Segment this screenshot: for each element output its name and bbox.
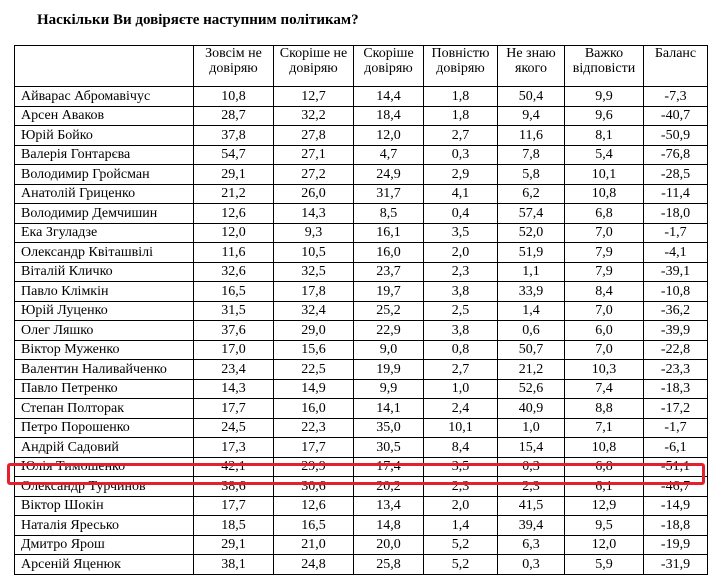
value-cell: 0,3 xyxy=(498,555,565,575)
value-cell: 9,4 xyxy=(498,106,565,126)
value-cell: 0,4 xyxy=(424,204,498,224)
politician-name: Юрій Луценко xyxy=(15,301,194,321)
politician-name: Павло Клімкін xyxy=(15,282,194,302)
value-cell: 5,2 xyxy=(424,555,498,575)
politician-name: Айварас Абромавічус xyxy=(15,87,194,107)
value-cell: 10,1 xyxy=(424,418,498,438)
value-cell: 28,7 xyxy=(194,106,274,126)
table-row xyxy=(15,457,708,477)
value-cell: 9,6 xyxy=(565,106,644,126)
value-cell: -18,8 xyxy=(644,516,708,536)
value-cell: 8,4 xyxy=(565,282,644,302)
value-cell: 17,7 xyxy=(274,438,354,458)
value-cell: 32,5 xyxy=(274,262,354,282)
value-cell: 12,9 xyxy=(565,496,644,516)
value-cell: 14,3 xyxy=(274,204,354,224)
value-cell: 10,8 xyxy=(565,438,644,458)
value-cell: 2,0 xyxy=(424,243,498,263)
value-cell: 27,8 xyxy=(274,126,354,146)
value-cell: 7,9 xyxy=(565,243,644,263)
value-cell: 32,4 xyxy=(274,301,354,321)
value-cell: 33,9 xyxy=(498,282,565,302)
table-row xyxy=(15,106,708,126)
value-cell: 19,7 xyxy=(354,282,424,302)
value-cell: -31,9 xyxy=(644,555,708,575)
value-cell: 8,8 xyxy=(565,399,644,419)
value-cell: -51,1 xyxy=(644,457,708,477)
value-cell: -18,3 xyxy=(644,379,708,399)
value-cell: 9,5 xyxy=(565,516,644,536)
value-cell: 2,0 xyxy=(424,496,498,516)
value-cell: 9,9 xyxy=(565,87,644,107)
politician-name: Володимир Гройсман xyxy=(15,165,194,185)
value-cell: -4,1 xyxy=(644,243,708,263)
politician-name: Віктор Муженко xyxy=(15,340,194,360)
politician-name: Павло Петренко xyxy=(15,379,194,399)
politician-name: Олег Ляшко xyxy=(15,321,194,341)
table-row xyxy=(15,555,708,575)
value-cell: 52,6 xyxy=(498,379,565,399)
value-cell: 35,0 xyxy=(354,418,424,438)
table-row xyxy=(15,301,708,321)
value-cell: 31,7 xyxy=(354,184,424,204)
value-cell: 1,1 xyxy=(498,262,565,282)
value-cell: -39,1 xyxy=(644,262,708,282)
table-row xyxy=(15,165,708,185)
value-cell: 24,5 xyxy=(194,418,274,438)
value-cell: 3,5 xyxy=(424,457,498,477)
trust-table xyxy=(14,45,708,575)
value-cell: 1,8 xyxy=(424,106,498,126)
politician-name: Юрій Бойко xyxy=(15,126,194,146)
value-cell: 2,3 xyxy=(424,477,498,497)
value-cell: 29,1 xyxy=(194,535,274,555)
table-row xyxy=(15,379,708,399)
value-cell: 14,1 xyxy=(354,399,424,419)
politician-name: Валентин Наливайченко xyxy=(15,360,194,380)
politician-name: Арсеній Яценюк xyxy=(15,555,194,575)
value-cell: 23,4 xyxy=(194,360,274,380)
value-cell: 6,2 xyxy=(498,184,565,204)
table-row xyxy=(15,126,708,146)
value-cell: 12,6 xyxy=(274,496,354,516)
value-cell: 2,3 xyxy=(498,477,565,497)
politician-name: Валерія Гонтарєва xyxy=(15,145,194,165)
column-header: Важко відповісти xyxy=(565,46,644,87)
value-cell: 21,2 xyxy=(194,184,274,204)
value-cell: 23,7 xyxy=(354,262,424,282)
value-cell: 2,3 xyxy=(424,262,498,282)
value-cell: 24,8 xyxy=(274,555,354,575)
value-cell: 41,5 xyxy=(498,496,565,516)
value-cell: 6,8 xyxy=(565,204,644,224)
value-cell: 7,1 xyxy=(565,418,644,438)
politician-name: Андрій Садовий xyxy=(15,438,194,458)
value-cell: 1,4 xyxy=(498,301,565,321)
value-cell: 14,4 xyxy=(354,87,424,107)
value-cell: 16,5 xyxy=(274,516,354,536)
value-cell: 9,3 xyxy=(274,223,354,243)
table-row xyxy=(15,87,708,107)
value-cell: 38,1 xyxy=(194,555,274,575)
politician-name: Арсен Аваков xyxy=(15,106,194,126)
value-cell: 16,0 xyxy=(354,243,424,263)
table-row xyxy=(15,223,708,243)
value-cell: 7,4 xyxy=(565,379,644,399)
value-cell: 37,8 xyxy=(194,126,274,146)
value-cell: 21,2 xyxy=(498,360,565,380)
table-row xyxy=(15,418,708,438)
value-cell: 0,8 xyxy=(424,340,498,360)
table-row xyxy=(15,496,708,516)
value-cell: 5,9 xyxy=(565,555,644,575)
value-cell: 38,6 xyxy=(194,477,274,497)
value-cell: 32,2 xyxy=(274,106,354,126)
value-cell: 18,5 xyxy=(194,516,274,536)
politician-name: Степан Полторак xyxy=(15,399,194,419)
value-cell: -46,7 xyxy=(644,477,708,497)
value-cell: 8,4 xyxy=(424,438,498,458)
politician-name: Анатолій Гриценко xyxy=(15,184,194,204)
value-cell: 10,3 xyxy=(565,360,644,380)
value-cell: 3,8 xyxy=(424,321,498,341)
value-cell: 52,0 xyxy=(498,223,565,243)
value-cell: 15,6 xyxy=(274,340,354,360)
column-header: Скоріше не довіряю xyxy=(274,46,354,87)
value-cell: 20,0 xyxy=(354,535,424,555)
value-cell: 2,4 xyxy=(424,399,498,419)
column-header: Зовсім не довіряю xyxy=(194,46,274,87)
value-cell: 5,2 xyxy=(424,535,498,555)
politician-name: Віталій Кличко xyxy=(15,262,194,282)
table-header-row xyxy=(15,46,708,87)
value-cell: -19,9 xyxy=(644,535,708,555)
value-cell: 20,2 xyxy=(354,477,424,497)
table-row xyxy=(15,204,708,224)
value-cell: 25,8 xyxy=(354,555,424,575)
value-cell: 9,0 xyxy=(354,340,424,360)
value-cell: 27,1 xyxy=(274,145,354,165)
politician-name: Петро Порошенко xyxy=(15,418,194,438)
table-row xyxy=(15,243,708,263)
value-cell: -1,7 xyxy=(644,223,708,243)
value-cell: -6,1 xyxy=(644,438,708,458)
value-cell: 51,9 xyxy=(498,243,565,263)
value-cell: 57,4 xyxy=(498,204,565,224)
value-cell: 7,0 xyxy=(565,340,644,360)
value-cell: 8,1 xyxy=(565,126,644,146)
value-cell: 1,0 xyxy=(498,418,565,438)
value-cell: 9,9 xyxy=(354,379,424,399)
value-cell: 50,7 xyxy=(498,340,565,360)
politician-name: Юлія Тимошенко xyxy=(15,457,194,477)
value-cell: 0,6 xyxy=(498,321,565,341)
value-cell: -23,3 xyxy=(644,360,708,380)
value-cell: 3,5 xyxy=(424,223,498,243)
value-cell: 29,1 xyxy=(194,165,274,185)
value-cell: 5,4 xyxy=(565,145,644,165)
value-cell: -76,8 xyxy=(644,145,708,165)
value-cell: 31,5 xyxy=(194,301,274,321)
value-cell: 42,1 xyxy=(194,457,274,477)
value-cell: 6,1 xyxy=(565,477,644,497)
value-cell: -1,7 xyxy=(644,418,708,438)
value-cell: 16,1 xyxy=(354,223,424,243)
value-cell: 54,7 xyxy=(194,145,274,165)
value-cell: 10,5 xyxy=(274,243,354,263)
politician-name: Дмитро Ярош xyxy=(15,535,194,555)
value-cell: 1,0 xyxy=(424,379,498,399)
value-cell: 32,6 xyxy=(194,262,274,282)
value-cell: 17,7 xyxy=(194,496,274,516)
column-header: Повністю довіряю xyxy=(424,46,498,87)
value-cell: -14,9 xyxy=(644,496,708,516)
table-row xyxy=(15,184,708,204)
column-header: Баланс xyxy=(644,46,708,87)
value-cell: 17,0 xyxy=(194,340,274,360)
table-row xyxy=(15,535,708,555)
table-row xyxy=(15,516,708,536)
value-cell: 19,9 xyxy=(354,360,424,380)
table-row xyxy=(15,262,708,282)
value-cell: -10,8 xyxy=(644,282,708,302)
table-body xyxy=(15,87,708,575)
value-cell: 30,6 xyxy=(274,477,354,497)
value-cell: 17,3 xyxy=(194,438,274,458)
value-cell: 50,4 xyxy=(498,87,565,107)
table-row xyxy=(15,321,708,341)
value-cell: 22,5 xyxy=(274,360,354,380)
table-row xyxy=(15,340,708,360)
value-cell: 26,0 xyxy=(274,184,354,204)
column-header: Не знаю якого xyxy=(498,46,565,87)
value-cell: 4,7 xyxy=(354,145,424,165)
value-cell: 13,4 xyxy=(354,496,424,516)
value-cell: 7,0 xyxy=(565,223,644,243)
value-cell: 17,8 xyxy=(274,282,354,302)
table-row xyxy=(15,477,708,497)
value-cell: -36,2 xyxy=(644,301,708,321)
value-cell: 16,5 xyxy=(194,282,274,302)
value-cell: 5,8 xyxy=(498,165,565,185)
column-header: Скоріше довіряю xyxy=(354,46,424,87)
table-row xyxy=(15,399,708,419)
value-cell: 18,4 xyxy=(354,106,424,126)
value-cell: -50,9 xyxy=(644,126,708,146)
value-cell: 11,6 xyxy=(194,243,274,263)
politician-name: Ека Згуладзе xyxy=(15,223,194,243)
politician-name: Наталія Яресько xyxy=(15,516,194,536)
value-cell: 24,9 xyxy=(354,165,424,185)
value-cell: 40,9 xyxy=(498,399,565,419)
column-header xyxy=(15,46,194,87)
value-cell: -11,4 xyxy=(644,184,708,204)
politician-name: Віктор Шокін xyxy=(15,496,194,516)
value-cell: -17,2 xyxy=(644,399,708,419)
page-title: Наскільки Ви довіряєте наступним політикам? xyxy=(37,12,359,28)
value-cell: 8,5 xyxy=(354,204,424,224)
value-cell: 10,8 xyxy=(194,87,274,107)
value-cell: 39,4 xyxy=(498,516,565,536)
value-cell: 11,6 xyxy=(498,126,565,146)
politician-name: Олександр Турчинов xyxy=(15,477,194,497)
value-cell: 29,0 xyxy=(274,321,354,341)
value-cell: 12,6 xyxy=(194,204,274,224)
value-cell: -40,7 xyxy=(644,106,708,126)
value-cell: 10,1 xyxy=(565,165,644,185)
value-cell: 14,3 xyxy=(194,379,274,399)
value-cell: 2,7 xyxy=(424,360,498,380)
value-cell: 22,9 xyxy=(354,321,424,341)
politician-name: Володимир Демчишин xyxy=(15,204,194,224)
politician-name: Олександр Квіташвілі xyxy=(15,243,194,263)
value-cell: 12,0 xyxy=(194,223,274,243)
value-cell: 12,7 xyxy=(274,87,354,107)
value-cell: 7,8 xyxy=(498,145,565,165)
value-cell: 6,8 xyxy=(565,457,644,477)
value-cell: -7,3 xyxy=(644,87,708,107)
value-cell: 7,0 xyxy=(565,301,644,321)
value-cell: 12,0 xyxy=(565,535,644,555)
value-cell: 3,8 xyxy=(424,282,498,302)
value-cell: 15,4 xyxy=(498,438,565,458)
value-cell: 14,8 xyxy=(354,516,424,536)
value-cell: 0,3 xyxy=(498,457,565,477)
value-cell: 12,0 xyxy=(354,126,424,146)
value-cell: 10,8 xyxy=(565,184,644,204)
value-cell: 0,3 xyxy=(424,145,498,165)
value-cell: 2,9 xyxy=(424,165,498,185)
table-row xyxy=(15,145,708,165)
table-row xyxy=(15,438,708,458)
value-cell: 2,7 xyxy=(424,126,498,146)
value-cell: -39,9 xyxy=(644,321,708,341)
value-cell: 21,0 xyxy=(274,535,354,555)
value-cell: -22,8 xyxy=(644,340,708,360)
value-cell: 1,4 xyxy=(424,516,498,536)
value-cell: 1,8 xyxy=(424,87,498,107)
value-cell: 27,2 xyxy=(274,165,354,185)
value-cell: 4,1 xyxy=(424,184,498,204)
value-cell: 17,7 xyxy=(194,399,274,419)
value-cell: 30,5 xyxy=(354,438,424,458)
value-cell: 29,9 xyxy=(274,457,354,477)
value-cell: -28,5 xyxy=(644,165,708,185)
value-cell: 16,0 xyxy=(274,399,354,419)
table-row xyxy=(15,360,708,380)
value-cell: 25,2 xyxy=(354,301,424,321)
value-cell: 17,4 xyxy=(354,457,424,477)
value-cell: 14,9 xyxy=(274,379,354,399)
value-cell: 6,3 xyxy=(498,535,565,555)
table-row xyxy=(15,282,708,302)
value-cell: 37,6 xyxy=(194,321,274,341)
value-cell: 7,9 xyxy=(565,262,644,282)
value-cell: -18,0 xyxy=(644,204,708,224)
value-cell: 2,5 xyxy=(424,301,498,321)
value-cell: 22,3 xyxy=(274,418,354,438)
value-cell: 6,0 xyxy=(565,321,644,341)
